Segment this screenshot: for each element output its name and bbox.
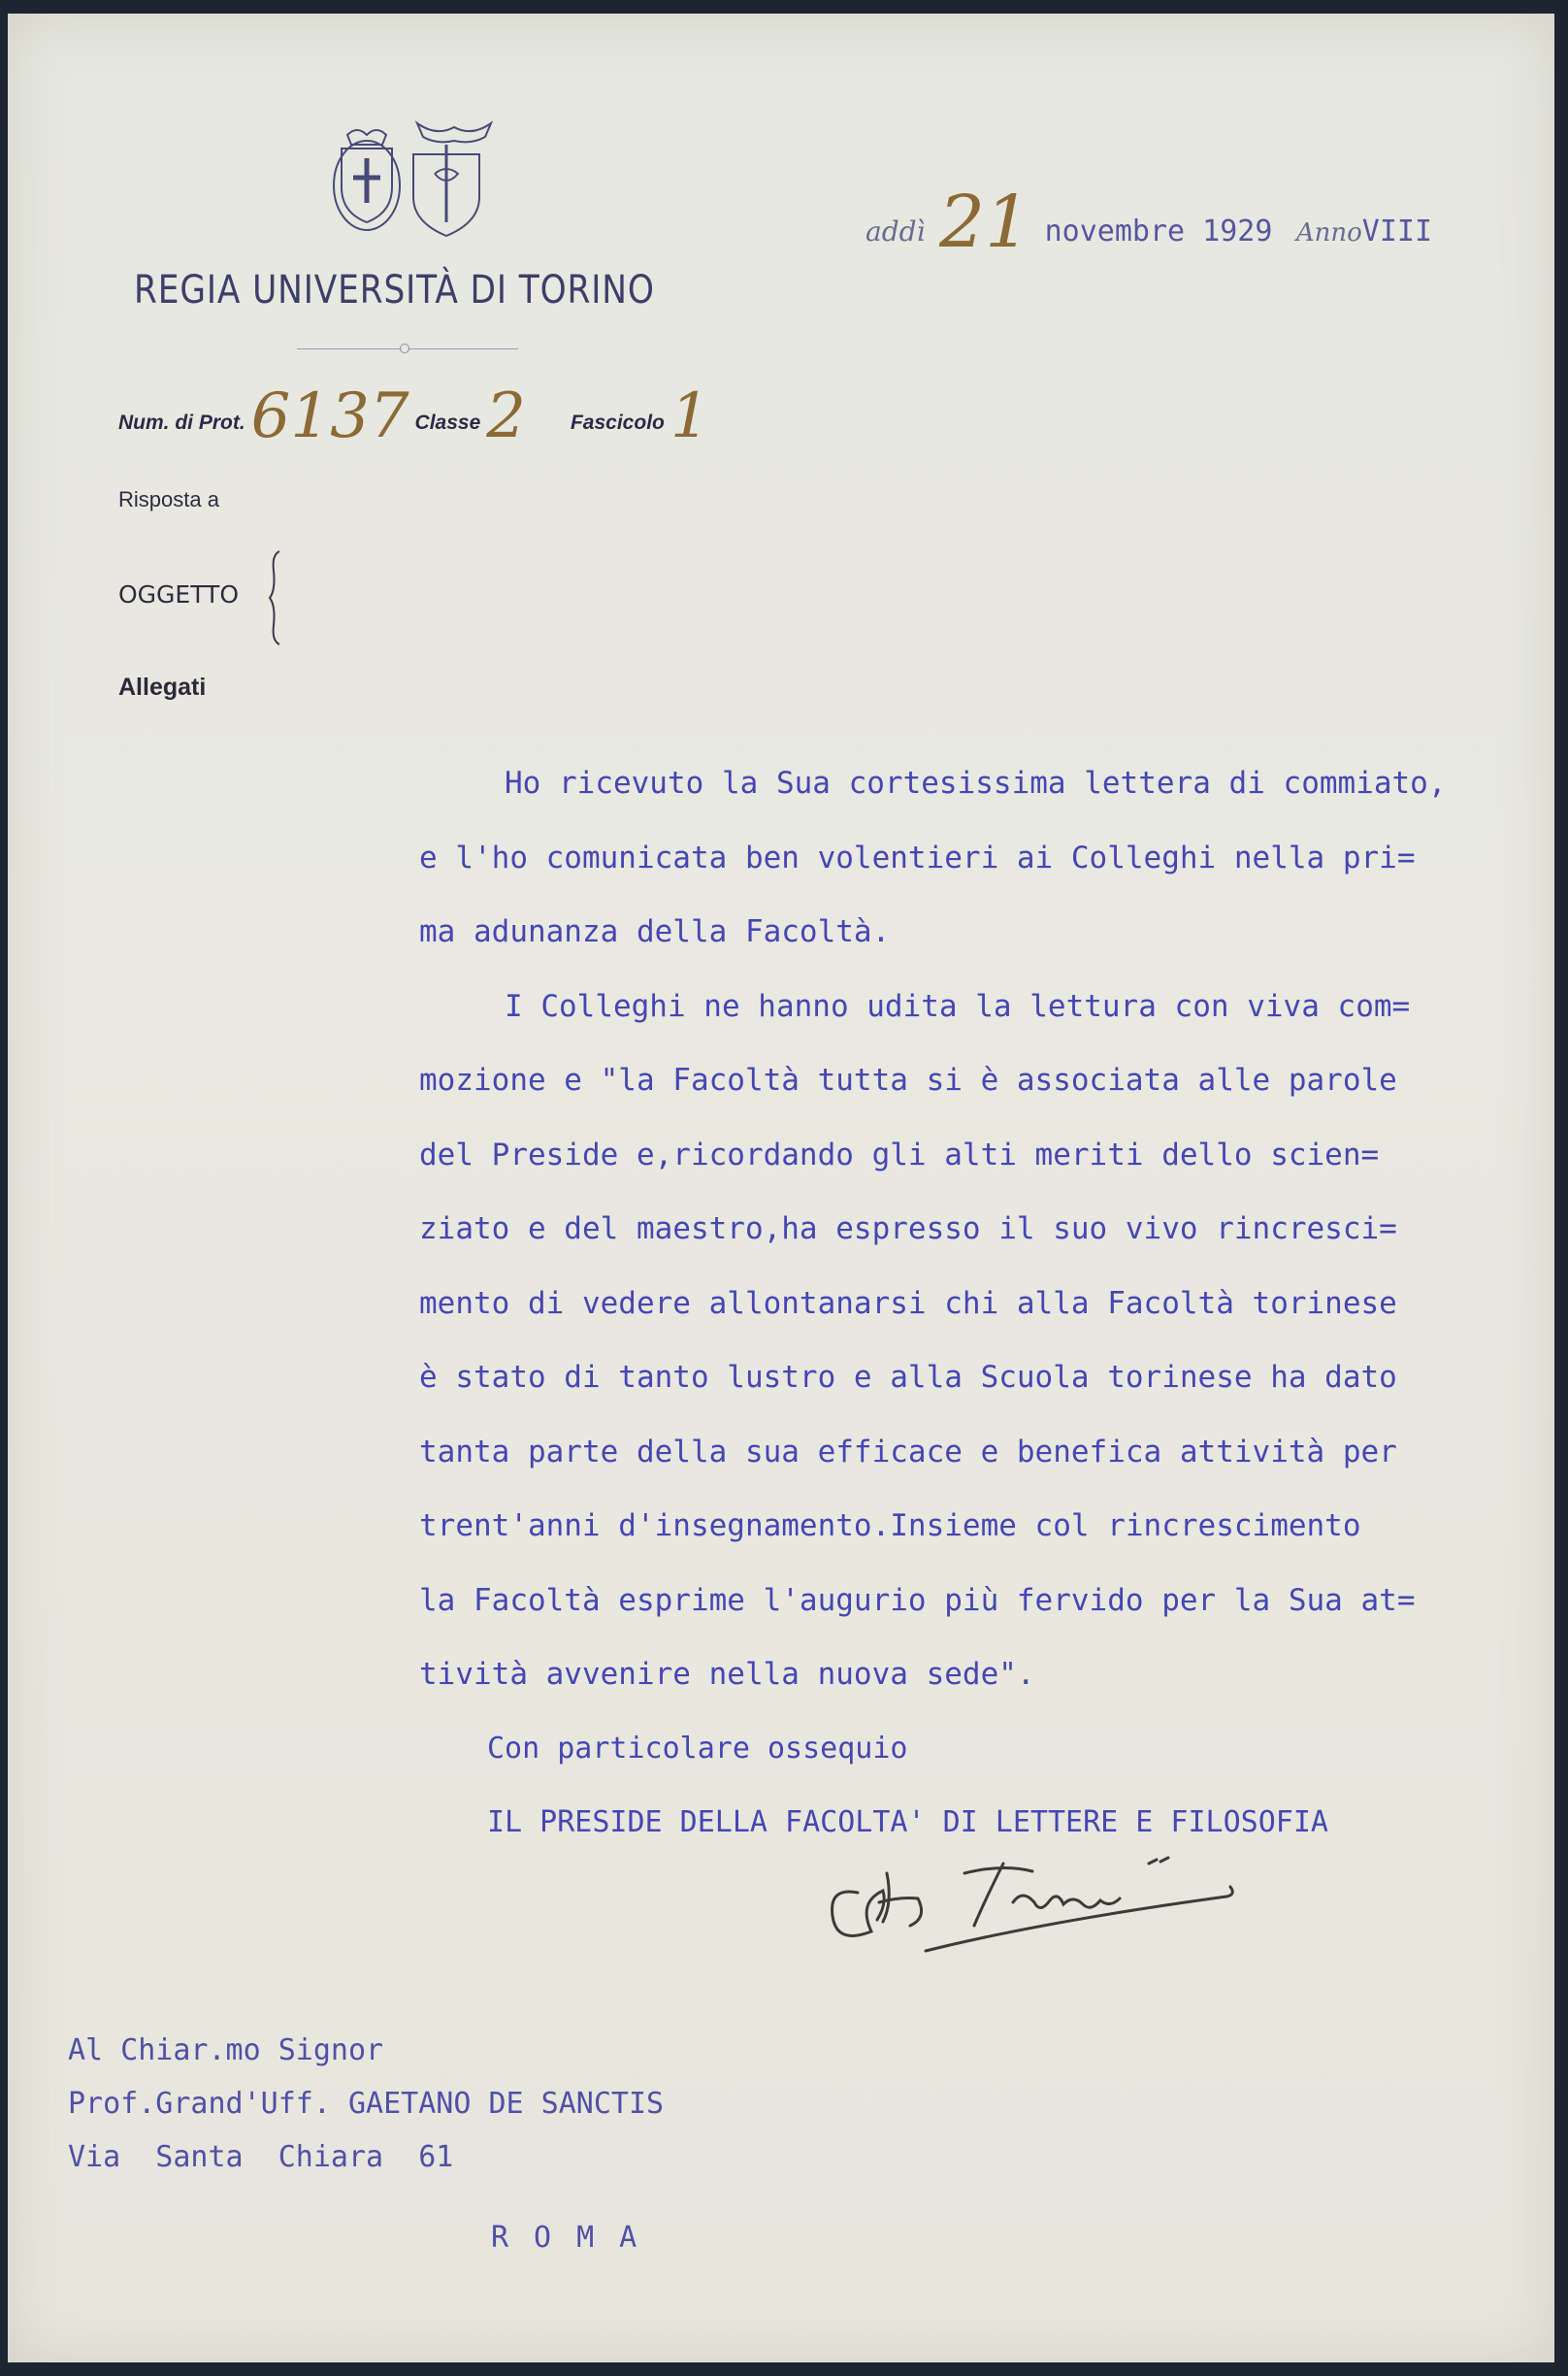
body-line: trent'anni d'insegnamento.Insieme col rincrescimento (419, 1508, 1361, 1543)
classe-label: Classe (414, 412, 481, 434)
closing-salutation: Con particolare ossequio (487, 1732, 908, 1766)
body-line: I Colleghi ne hanno udita la lettura con viva com= (505, 988, 1411, 1024)
anno-value: VIII (1361, 214, 1433, 248)
date-prefix: addì (866, 215, 926, 248)
classe-value: 2 (486, 380, 526, 452)
protocol-line (118, 380, 716, 452)
letter-body (419, 766, 1525, 1734)
oggetto-brace (268, 549, 283, 646)
body-line: la Facoltà esprime l'augurio più fervido per la Sua at= (419, 1582, 1416, 1618)
body-line: mento di vedere allontanarsi chi alla Facoltà torinese (419, 1285, 1397, 1321)
fascicolo-label: Fascicolo (570, 412, 665, 434)
date-line (866, 181, 1432, 264)
address-line: Al Chiar.mo Signor (68, 2033, 384, 2067)
letter-sheet (8, 14, 1554, 2362)
allegati-label: Allegati (118, 674, 207, 701)
anno-label: Anno (1295, 218, 1362, 248)
risposta-label: Risposta a (118, 487, 219, 512)
num-prot-value: 6137 (250, 380, 409, 452)
body-line: e l'ho comunicata ben volentieri ai Colleghi nella pri= (419, 840, 1416, 875)
fascicolo-value: 1 (670, 380, 710, 452)
oggetto-label: OGGETTO (118, 580, 239, 609)
institution-name: REGIA UNIVERSITÀ DI TORINO (134, 268, 655, 313)
body-line: Ho ricevuto la Sua cortesissima lettera di commiato, (505, 766, 1447, 801)
date-month-year: novembre 1929 (1044, 214, 1273, 248)
letterhead-rule-dot (400, 344, 409, 353)
body-line: mozione e "la Facoltà tutta si è associata alle parole (419, 1063, 1397, 1098)
body-line: del Preside e,ricordando gli alti meriti dello scien= (419, 1137, 1380, 1172)
handwritten-signature (819, 1834, 1246, 1970)
body-line: tanta parte della sua efficace e benefica attività per (419, 1434, 1397, 1469)
body-line: ma adunanza della Facoltà. (419, 914, 891, 949)
address-line: Prof.Grand'Uff. GAETANO DE SANCTIS (68, 2087, 665, 2121)
coat-of-arms-icon (328, 116, 493, 242)
recipient-city: ROMA (491, 2221, 663, 2255)
recipient-address (68, 2033, 665, 2196)
address-line: Via Santa Chiara 61 (68, 2140, 454, 2174)
body-line: tività avvenire nella nuova sede". (419, 1657, 1035, 1692)
num-prot-label: Num. di Prot. (118, 412, 245, 434)
body-line: è stato di tanto lustro e alla Scuola torinese ha dato (419, 1360, 1397, 1395)
signatory-title: IL PRESIDE DELLA FACOLTA' DI LETTERE E FILOSOFIA (487, 1805, 1328, 1839)
body-line: ziato e del maestro,ha espresso il suo vivo rincresci= (419, 1211, 1397, 1246)
date-day: 21 (938, 181, 1031, 264)
